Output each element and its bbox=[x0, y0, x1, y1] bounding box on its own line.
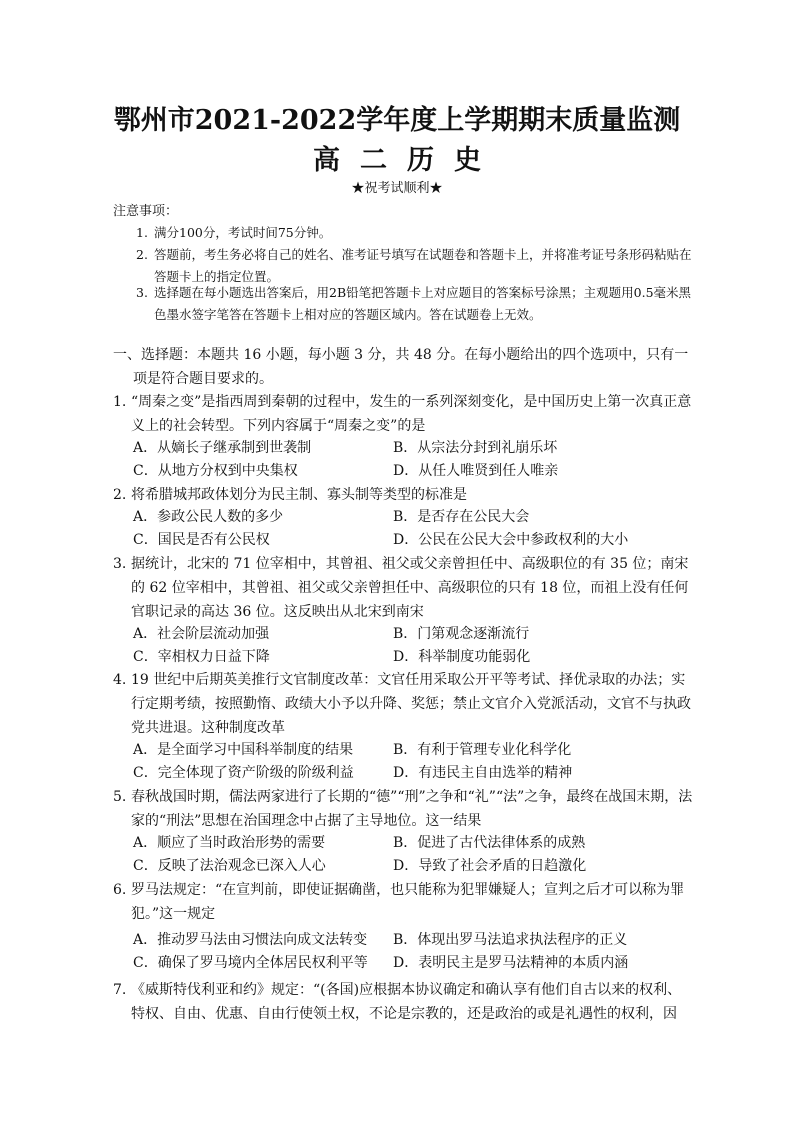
notice-item bbox=[136, 222, 696, 244]
option-b: B．从宗法分封到礼崩乐坏 bbox=[393, 440, 558, 456]
notice-text: 满分100分，考试时间75分钟。 bbox=[154, 225, 332, 240]
option-c: C．从地方分权到中央集权 bbox=[133, 463, 298, 479]
option-b: B．促进了古代法律体系的成熟 bbox=[393, 835, 586, 851]
option-a: A．推动罗马法由习惯法向成文法转变 bbox=[133, 932, 368, 948]
notice-item bbox=[136, 282, 696, 326]
question-text: 春秋战国时期，儒法两家进行了长期的“德”“刑”之争和“礼”“法”之争，最终在战国末期，法家的“刑法”思想在治国理念中占据了主导地位。这一结果 bbox=[131, 789, 693, 829]
subject-subtitle: 高二历史 bbox=[313, 145, 501, 176]
option-d: D．表明民主是罗马法精神的本质内涵 bbox=[393, 955, 629, 971]
notice-text: 选择题在每小题选出答案后，用2B铅笔把答题卡上对应题目的答案标号涂黑；主观题用0.5毫米黑色墨水签字笔答在答题卡上相对应的答题区域内。答在试题卷上无效。 bbox=[154, 285, 692, 322]
question-text: 将希腊城邦政体划分为民主制、寡头制等类型的标准是 bbox=[131, 487, 467, 503]
notice-number: 1. bbox=[136, 225, 148, 240]
notice-number: 2. bbox=[136, 247, 148, 262]
option-a: A．社会阶层流动加强 bbox=[133, 626, 270, 642]
notice-number: 3. bbox=[136, 285, 148, 300]
section-heading bbox=[113, 343, 693, 391]
question-number: 2. bbox=[113, 487, 127, 503]
option-c: C．完全体现了资产阶级的阶级利益 bbox=[133, 765, 354, 781]
option-a: A．从嫡长子继承制到世袭制 bbox=[133, 440, 312, 456]
option-b: B．有利于管理专业化科学化 bbox=[393, 742, 572, 758]
question-number: 6. bbox=[113, 882, 127, 898]
option-a: A．顺应了当时政治形势的需要 bbox=[133, 835, 326, 851]
notice-text: 答题前，考生务必将自己的姓名、准考证号填写在试题卷和答题卡上，并将准考证号条形码粘贴在答题卡上的指定位置。 bbox=[154, 247, 692, 284]
question-number: 4. bbox=[113, 672, 127, 688]
option-c: C．宰相权力日益下降 bbox=[133, 649, 270, 665]
question-text: 罗马法规定：“在宣判前，即使证据确凿，也只能称为犯罪嫌疑人；宣判之后才可以称为罪犯。”这一规定 bbox=[131, 882, 685, 922]
section-heading-cont: 项是符合题目要求的。 bbox=[133, 371, 273, 387]
question-6 bbox=[113, 878, 693, 926]
question-7 bbox=[113, 978, 693, 1026]
option-d: D．科举制度功能弱化 bbox=[393, 649, 531, 665]
option-c: C．国民是否有公民权 bbox=[133, 532, 270, 548]
option-a: A．是全面学习中国科举制度的结果 bbox=[133, 742, 354, 758]
question-number: 7. bbox=[113, 982, 127, 998]
notice-heading: 注意事项： bbox=[113, 204, 179, 219]
option-b: B．是否存在公民大会 bbox=[393, 509, 530, 525]
option-d: D．导致了社会矛盾的日趋激化 bbox=[393, 858, 587, 874]
question-number: 1. bbox=[113, 394, 127, 410]
question-1 bbox=[113, 390, 693, 438]
option-d: D．从任人唯贤到任人唯亲 bbox=[393, 463, 559, 479]
question-text: 19 世纪中后期英美推行文官制度改革：文官任用采取公开平等考试、择优录取的办法；实行定期考绩，按照勤惰、政绩大小予以升降、奖惩；禁止文官介入党派活动，文官不与执政党共进退。这种制度改革 bbox=[131, 672, 691, 736]
option-c: C．反映了法治观念已深入人心 bbox=[133, 858, 326, 874]
option-d: D．公民在公民大会中参政权利的大小 bbox=[393, 532, 629, 548]
question-text: “周秦之变”是指西周到秦朝的过程中，发生的一系列深刻变化，是中国历史上第一次真正意义上的社会转型。下列内容属于“周秦之变”的是 bbox=[131, 394, 692, 434]
option-a: A．参政公民人数的多少 bbox=[133, 509, 284, 525]
option-b: B．门第观念逐渐流行 bbox=[393, 626, 530, 642]
question-5 bbox=[113, 785, 693, 833]
question-2 bbox=[113, 483, 693, 507]
question-text: 《威斯特伐利亚和约》规定：“(各国)应根据本协议确定和确认享有他们自古以来的权利、特权、自由、优惠、自由行使领土权，不论是宗教的，还是政治的或是礼遇性的权利，因 bbox=[131, 982, 682, 1022]
option-c: C．确保了罗马境内全体居民权利平等 bbox=[133, 955, 368, 971]
page-title: 鄂州市2021-2022学年度上学期期末质量监测 bbox=[113, 105, 681, 136]
question-4 bbox=[113, 668, 693, 740]
section-heading-line: 一、选择题：本题共 16 小题，每小题 3 分，共 48 分。在每小题给出的四个选项中，只有一 bbox=[113, 347, 689, 363]
question-number: 5. bbox=[113, 789, 127, 805]
question-3 bbox=[113, 552, 693, 624]
blessing-line: ★祝考试顺利★ bbox=[351, 181, 443, 196]
question-number: 3. bbox=[113, 556, 127, 572]
question-text: 据统计，北宋的 71 位宰相中，其曾祖、祖父或父亲曾担任中、高级职位的有 35 位；南宋的 62 位宰相中，其曾祖、祖父或父亲曾担任中、高级职位的只有 18 位，而祖上没有任何官职记录的高达 36 位。这反映出从北宋到南宋 bbox=[131, 556, 689, 620]
option-d: D．有违民主自由选举的精神 bbox=[393, 765, 573, 781]
option-b: B．体现出罗马法追求执法程序的正义 bbox=[393, 932, 628, 948]
